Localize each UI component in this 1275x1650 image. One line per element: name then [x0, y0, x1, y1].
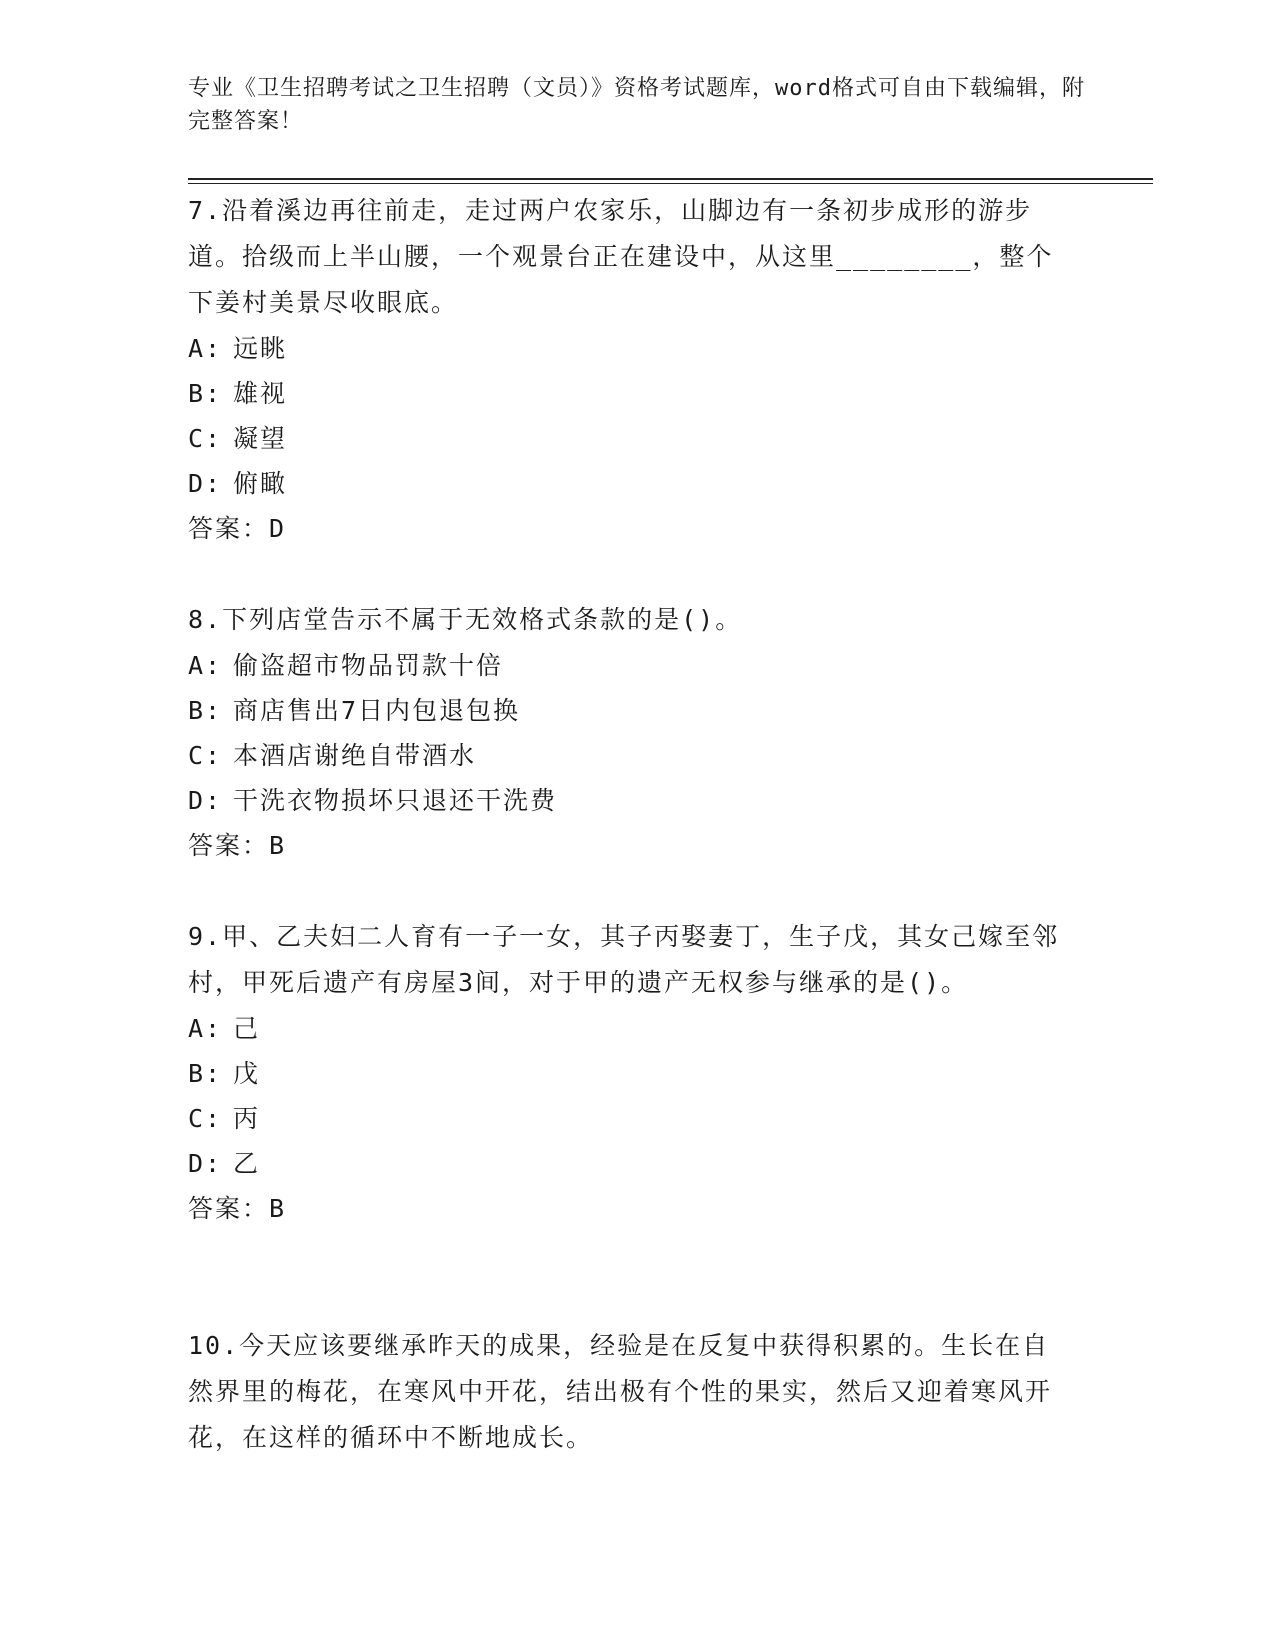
option-text: 乙	[233, 1149, 261, 1178]
question-stem: 9.甲、乙夫妇二人育有一子一女，其子丙娶妻丁，生子戊，其女己嫁至邻村，甲死后遗产有房屋3间，对于甲的遗产无权参与继承的是()。	[188, 922, 1060, 997]
option-d	[188, 778, 1068, 823]
option-letter: D:	[188, 1149, 223, 1178]
option-letter: B:	[188, 696, 223, 725]
option-b	[188, 371, 1068, 416]
option-letter: C:	[188, 424, 223, 453]
question-9	[188, 914, 1068, 1232]
option-b	[188, 688, 1068, 733]
option-text: 凝望	[233, 424, 288, 453]
option-text: 雄视	[233, 379, 288, 408]
answer-label: 答案：	[188, 831, 270, 860]
question-7	[188, 188, 1068, 552]
answer-label: 答案：	[188, 514, 270, 543]
option-b	[188, 1051, 1068, 1096]
option-letter: D:	[188, 786, 223, 815]
option-letter: A:	[188, 334, 223, 363]
question-stem: 10.今天应该要继承昨天的成果，经验是在反复中获得积累的。生长在自然界里的梅花，在寒风中开花，结出极有个性的果实，然后又迎着寒风开花，在这样的循环中不断地成长。	[188, 1331, 1053, 1452]
option-text: 俯瞰	[233, 469, 288, 498]
option-text: 丙	[233, 1104, 261, 1133]
option-text: 戊	[233, 1059, 261, 1088]
answer-value: D	[269, 514, 287, 543]
answer-value: B	[269, 831, 287, 860]
option-c	[188, 1096, 1068, 1141]
option-letter: C:	[188, 741, 223, 770]
answer-line	[188, 823, 1068, 869]
option-a	[188, 326, 1068, 371]
option-d	[188, 461, 1068, 506]
answer-value: B	[269, 1194, 287, 1223]
option-text: 己	[233, 1014, 261, 1043]
answer-line	[188, 506, 1068, 552]
option-text: 偷盗超市物品罚款十倍	[233, 651, 504, 680]
option-a	[188, 1006, 1068, 1051]
answer-label: 答案：	[188, 1194, 270, 1223]
question-8	[188, 597, 1068, 869]
question-10	[188, 1323, 1068, 1461]
option-letter: A:	[188, 651, 223, 680]
option-letter: B:	[188, 379, 223, 408]
option-c	[188, 733, 1068, 778]
option-a	[188, 643, 1068, 688]
header-divider	[188, 178, 1153, 180]
option-letter: B:	[188, 1059, 223, 1088]
option-text: 本酒店谢绝自带酒水	[233, 741, 477, 770]
document-header: 专业《卫生招聘考试之卫生招聘（文员）》资格考试题库，word格式可自由下载编辑，附完整答案！	[188, 76, 1085, 134]
option-c	[188, 416, 1068, 461]
question-stem: 7.沿着溪边再往前走，走过两户农家乐，山脚边有一条初步成形的游步道。拾级而上半山腰，一个观景台正在建设中，从这里________，整个下姜村美景尽收眼底。	[188, 196, 1054, 317]
option-letter: D:	[188, 469, 223, 498]
option-letter: C:	[188, 1104, 223, 1133]
option-text: 远眺	[233, 334, 288, 363]
question-stem: 8.下列店堂告示不属于无效格式条款的是()。	[188, 605, 743, 634]
answer-line	[188, 1186, 1068, 1232]
option-text: 商店售出7日内包退包换	[233, 696, 521, 725]
option-letter: A:	[188, 1014, 223, 1043]
option-d	[188, 1141, 1068, 1186]
header-divider-thin	[188, 183, 1153, 184]
option-text: 干洗衣物损坏只退还干洗费	[233, 786, 558, 815]
